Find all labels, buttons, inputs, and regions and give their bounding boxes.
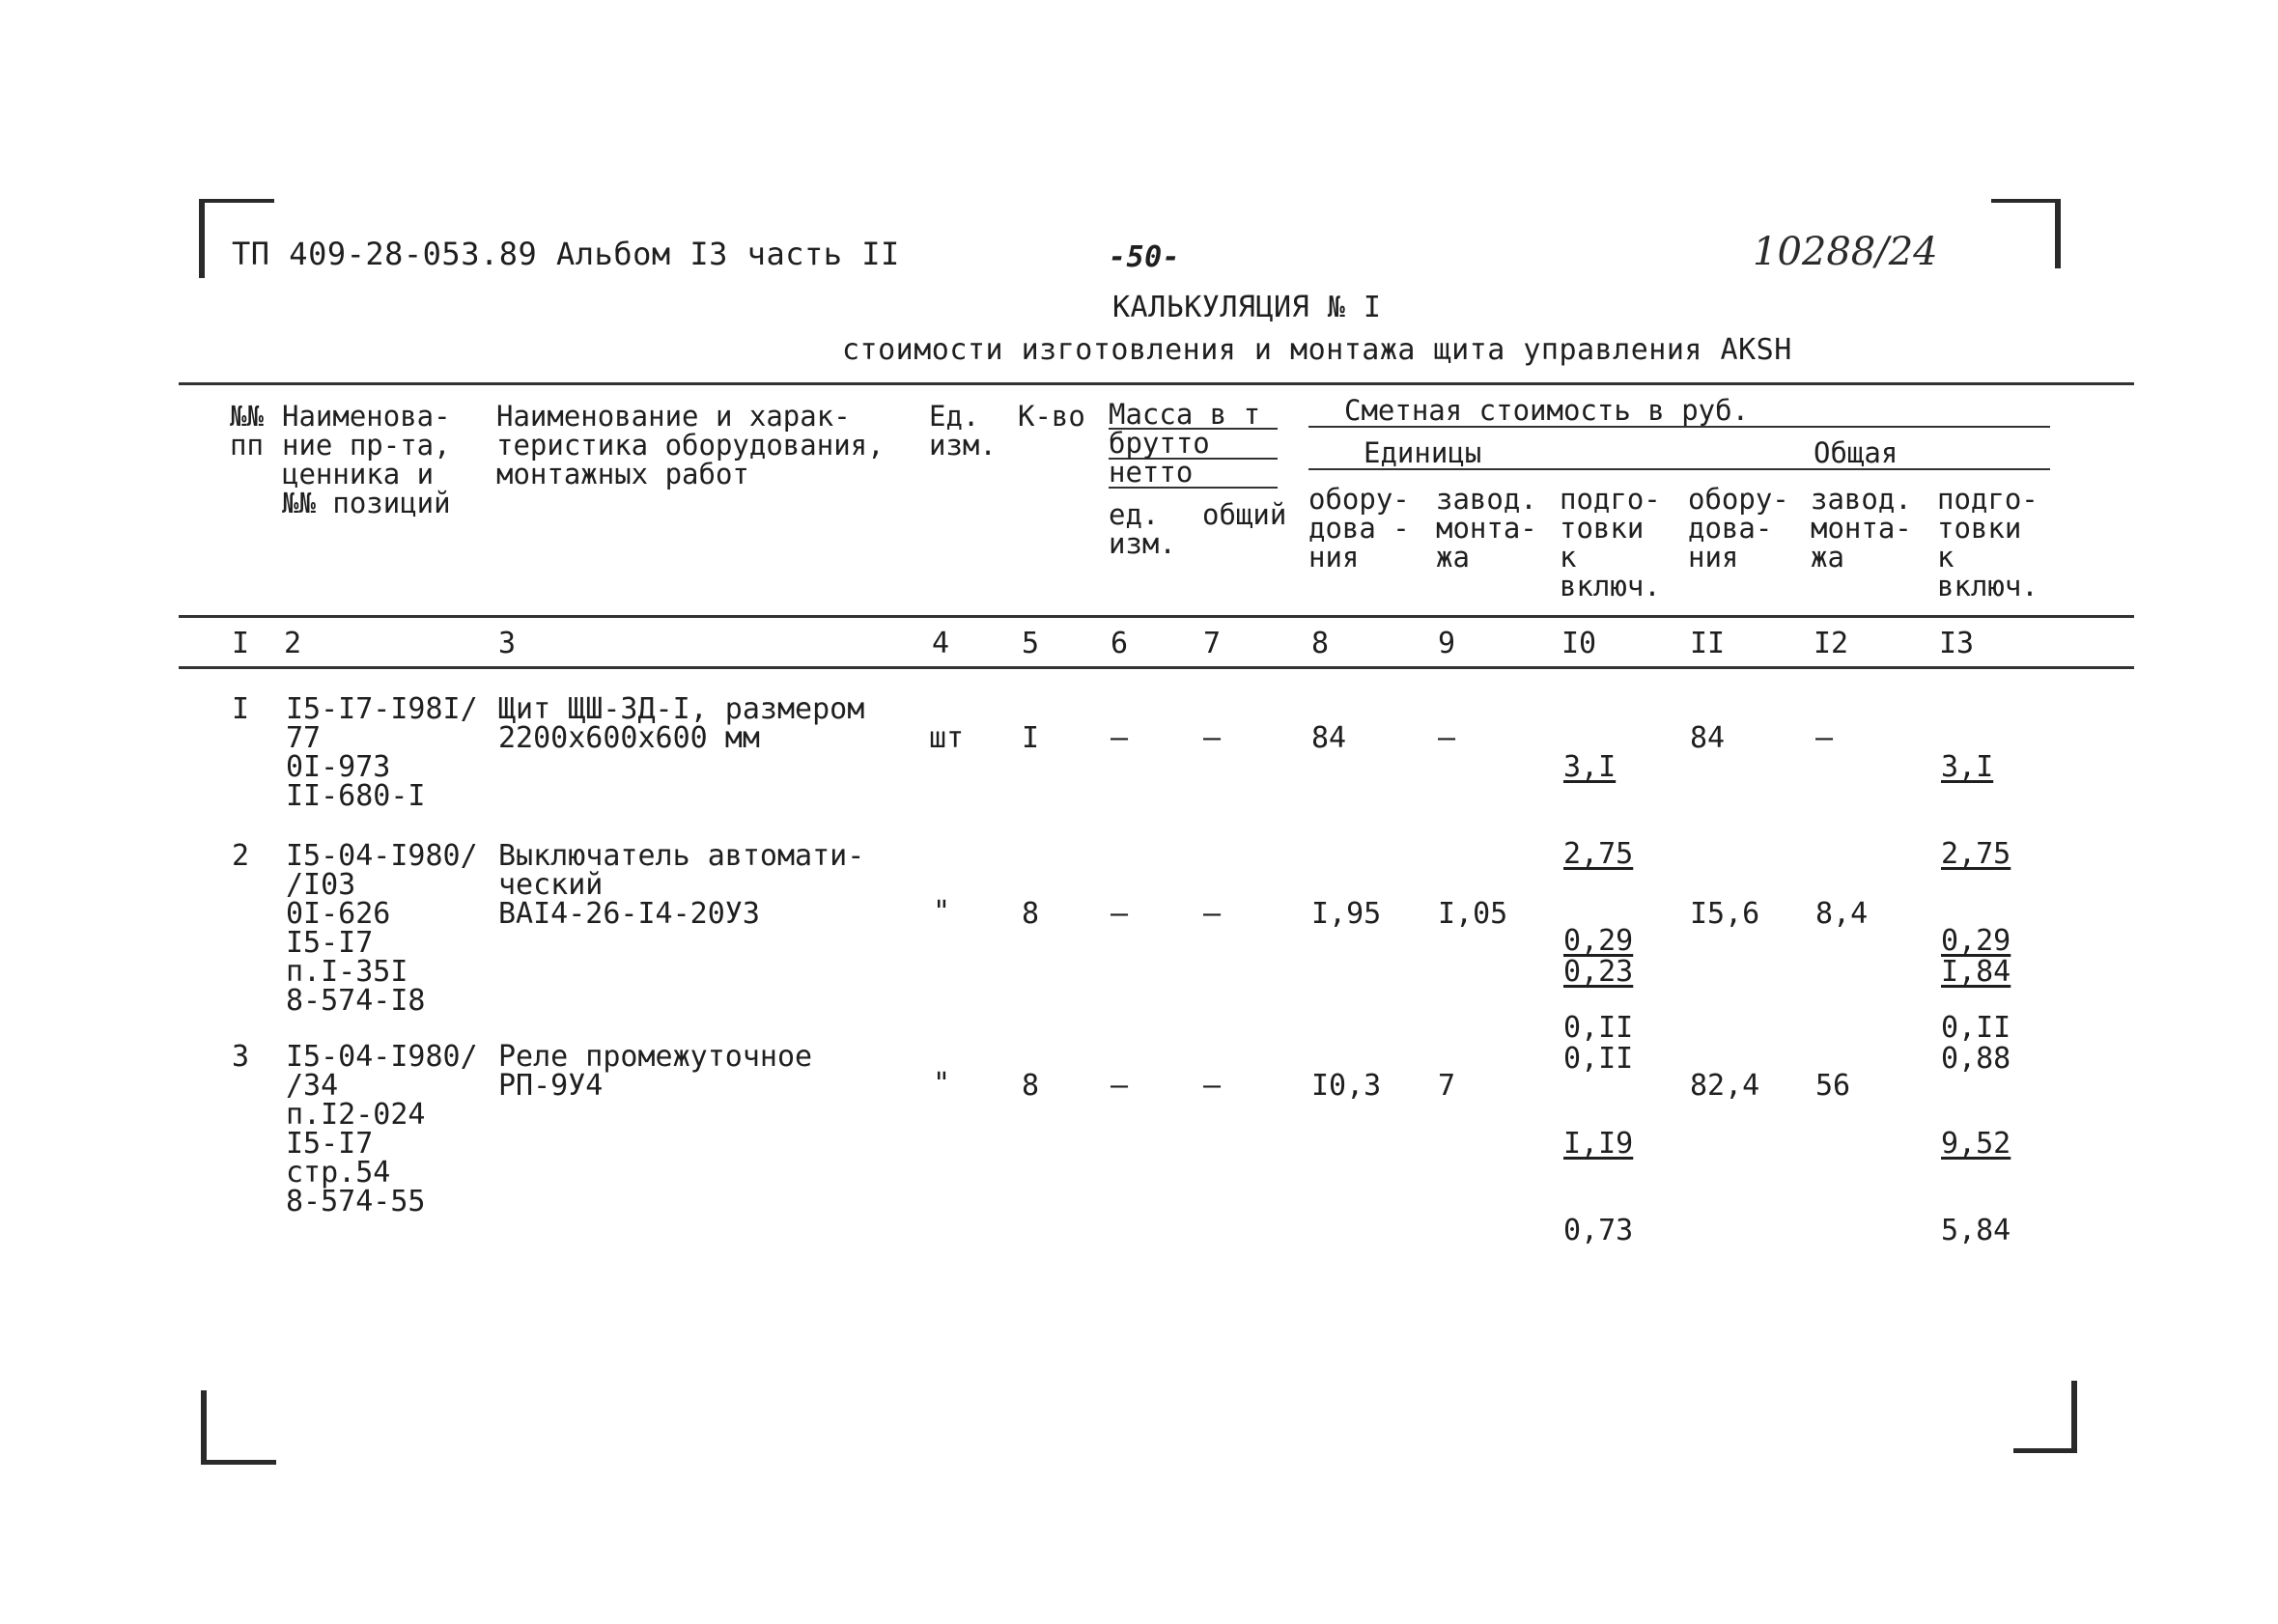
row-quantity: 8	[1022, 897, 1040, 931]
fraction-value: 0,II	[1563, 1042, 1634, 1076]
column-number: 2	[284, 627, 302, 660]
row-total-equipment-cost: 82,4	[1690, 1069, 1760, 1103]
header-total-preparation: подго- товки к включ.	[1937, 483, 2039, 602]
fraction-value: 2,75	[1563, 837, 1634, 871]
table-top-rule	[179, 382, 2134, 385]
column-number: 7	[1203, 627, 1222, 660]
header-total-cost-group: Общая	[1814, 436, 1898, 469]
row-mass-per-unit: –	[1111, 721, 1129, 755]
fraction-value: 2,75	[1941, 837, 2011, 871]
column-number: I	[232, 627, 250, 660]
row-equipment-name: Щит ЩШ-ЗД-I, размером 2200х600х600 мм	[498, 692, 865, 755]
fraction-value: 0,29	[1941, 924, 2011, 958]
header-quantity: К-во	[1018, 400, 1085, 433]
page-number: -50-	[1109, 240, 1181, 274]
row-unit-installation-cost: 7	[1438, 1069, 1456, 1103]
column-number: I0	[1561, 627, 1597, 660]
corner-mark-top-right	[1991, 199, 2061, 268]
row-unit: шт	[929, 721, 965, 755]
fraction-value: I,I9	[1563, 1127, 1634, 1161]
row-unit-installation-cost: –	[1438, 721, 1456, 755]
column-number: 4	[932, 627, 950, 660]
row-unit-equipment-cost: I,95	[1311, 897, 1382, 931]
column-number: 3	[498, 627, 517, 660]
handwritten-reference: 10288/24	[1753, 230, 1938, 274]
fraction-value: 0,88	[1941, 1042, 2011, 1076]
fraction-value: 0,II	[1941, 1011, 2011, 1045]
header-unit: Ед. изм.	[929, 400, 997, 462]
header-unit-equipment: обору- дова - ния	[1308, 483, 1410, 574]
row-unit-equipment-cost: I0,3	[1311, 1069, 1382, 1103]
column-numbers-rule	[179, 666, 2134, 669]
row-total-equipment-cost: 84	[1690, 721, 1726, 755]
column-number: 6	[1111, 627, 1129, 660]
header-mass-brutto: брутто	[1109, 427, 1210, 460]
header-unit-installation: завод. монта- жа	[1436, 483, 1537, 574]
row-total-installation-cost: 8,4	[1815, 897, 1869, 931]
document-reference: ТП 409-28-053.89 Альбом I3 часть II	[232, 236, 900, 272]
fraction-value: 0,II	[1563, 1011, 1634, 1045]
fraction-value: 0,29	[1563, 924, 1634, 958]
fraction-value: 3,I	[1563, 750, 1617, 784]
header-mass-title: Масса в т	[1109, 398, 1261, 431]
header-cost-title: Сметная стоимость в руб.	[1344, 394, 1750, 427]
row-mass-per-unit: –	[1111, 897, 1129, 931]
header-mass-netto: нетто	[1109, 456, 1194, 489]
row-unit: "	[933, 895, 951, 929]
row-number: 3	[232, 1040, 250, 1074]
fraction-value: 9,52	[1941, 1127, 2011, 1161]
row-quantity: I	[1022, 721, 1040, 755]
header-row-number: №№ пп	[230, 400, 264, 462]
row-unit-equipment-cost: 84	[1311, 721, 1347, 755]
row-quantity: 8	[1022, 1069, 1040, 1103]
row-mass-per-unit: –	[1111, 1069, 1129, 1103]
row-item-reference: I5-04-I980/ /I03 0I-626 I5-I7 п.I-35I 8-574-I8	[286, 839, 478, 1018]
fraction-value: 3,I	[1941, 750, 1994, 784]
header-item-reference: Наименова- ние пр-та, ценника и №№ позиций	[282, 400, 451, 519]
row-total-installation-cost: 56	[1815, 1069, 1851, 1103]
header-equipment-name: Наименование и харак- теристика оборудования, монтажных работ	[496, 400, 885, 490]
row-total-equipment-cost: I5,6	[1690, 897, 1760, 931]
row-equipment-name: Реле промежуточное РП-9У4	[498, 1040, 813, 1103]
row-total-installation-cost: –	[1815, 721, 1834, 755]
header-unit-cost-group: Единицы	[1364, 436, 1482, 469]
calculation-title: КАЛЬКУЛЯЦИЯ № I	[1112, 291, 1382, 324]
column-number: I3	[1939, 627, 1975, 660]
row-equipment-name: Выключатель автомати- ческий ВАI4-26-I4-20У3	[498, 839, 865, 931]
fraction-value: 0,23	[1563, 955, 1634, 989]
row-unit-installation-cost: I,05	[1438, 897, 1508, 931]
row-item-reference: I5-04-I980/ /34 п.I2-024 I5-I7 стр.54 8-574-55	[286, 1040, 478, 1218]
calculation-subtitle: стоимости изготовления и монтажа щита управления АКSН	[842, 333, 1792, 367]
fraction-value: 0,73	[1563, 1214, 1634, 1247]
row-total-preparation-cost	[1941, 1072, 2011, 1274]
row-number: I	[232, 692, 250, 726]
row-item-reference: I5-I7-I98I/ 77 0I-973 II-680-I	[286, 692, 478, 813]
column-number: I2	[1814, 627, 1849, 660]
row-mass-total: –	[1203, 897, 1222, 931]
header-unit-preparation: подго- товки к включ.	[1560, 483, 1661, 602]
header-bottom-rule	[179, 615, 2134, 618]
row-unit: "	[933, 1067, 951, 1101]
row-number: 2	[232, 839, 250, 873]
column-number: 9	[1438, 627, 1456, 660]
fraction-value: I,84	[1941, 955, 2011, 989]
column-number: II	[1690, 627, 1726, 660]
row-unit-preparation-cost	[1563, 1072, 1633, 1274]
fraction-value: 5,84	[1941, 1214, 2011, 1247]
row-mass-total: –	[1203, 1069, 1222, 1103]
header-mass-total: общий	[1202, 498, 1287, 531]
corner-mark-bottom-left	[201, 1390, 276, 1465]
header-total-equipment: обору- дова- ния	[1688, 483, 1789, 574]
corner-mark-bottom-right	[2013, 1381, 2077, 1453]
header-total-installation: завод. монта- жа	[1811, 483, 1912, 574]
row-mass-total: –	[1203, 721, 1222, 755]
column-number: 5	[1022, 627, 1040, 660]
header-mass-per-unit: ед. изм.	[1109, 498, 1176, 560]
column-number: 8	[1311, 627, 1330, 660]
